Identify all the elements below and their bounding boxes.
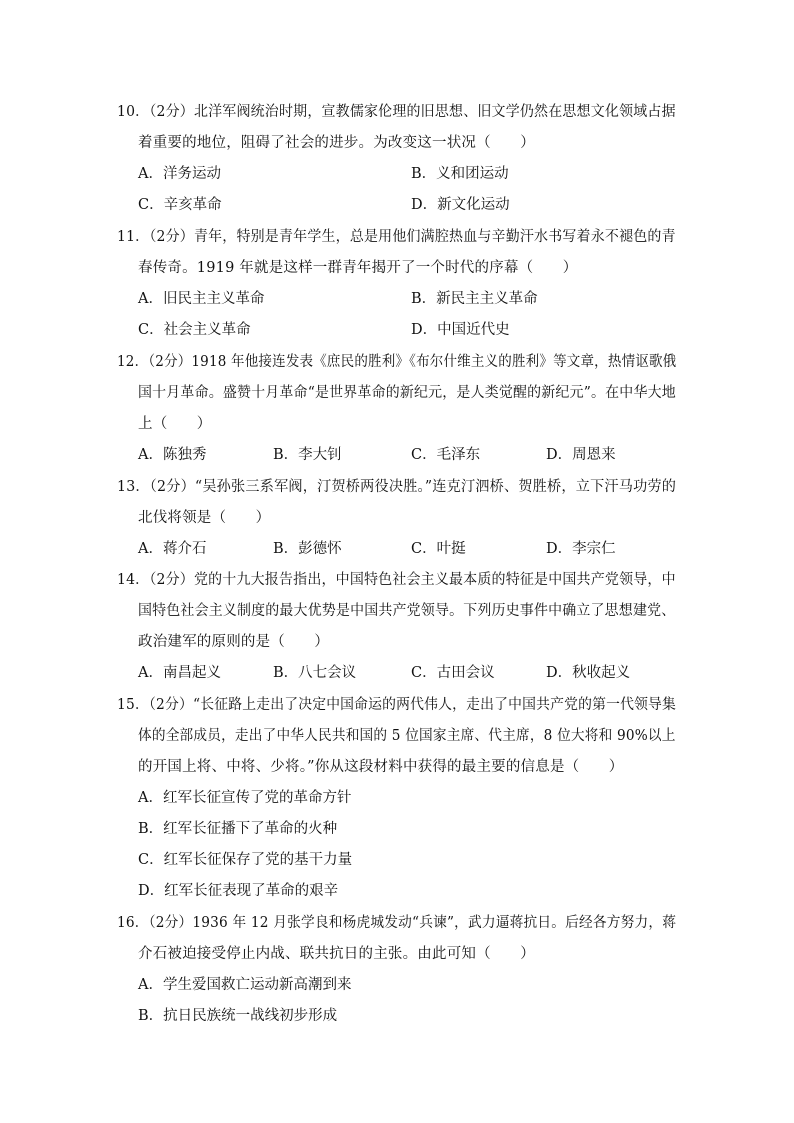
question-11-option-b[interactable]: B．新民主主义革命	[411, 291, 538, 307]
question-15-line-2: 体的全部成员，走出了中华人民共和国的 5 位国家主席、代主席，8 位大将和 90%以上	[138, 728, 676, 744]
question-13-line-1: 13．（2分）“吴孙张三系军阀，汀贺桥两役决胜。”连克汀泗桥、贺胜桥，立下汗马功劳的	[117, 479, 677, 495]
question-13-line-2: 北伐将领是（ ）	[138, 510, 271, 526]
question-11-option-d[interactable]: D．中国近代史	[411, 322, 510, 338]
question-12-option-a[interactable]: A．陈独秀	[138, 447, 207, 463]
question-15-line-3: 的开国上将、中将、少将。”你从这段材料中获得的最主要的信息是（ ）	[138, 759, 624, 775]
question-12-option-c[interactable]: C．毛泽东	[411, 447, 481, 463]
question-15-option-d[interactable]: D．红军长征表现了革命的艰辛	[138, 883, 339, 899]
question-14-option-a[interactable]: A．南昌起义	[138, 665, 221, 681]
question-13-option-b[interactable]: B．彭德怀	[273, 541, 342, 557]
question-14-line-3: 政治建军的原则的是（ ）	[138, 634, 330, 650]
question-11-line-1: 11．（2分）青年，特别是青年学生，总是用他们满腔热血与辛勤汗水书写着永不褪色的青	[117, 229, 676, 245]
question-15-line-1: 15．（2分）“长征路上走出了决定中国命运的两代伟人，走出了中国共产党的第一代领导集	[117, 697, 677, 713]
question-11-option-c[interactable]: C．社会主义革命	[138, 322, 251, 338]
question-10-line-1: 10．（2分）北洋军阀统治时期，宣教儒家伦理的旧思想、旧文学仍然在思想文化领域占据	[117, 104, 676, 120]
question-14-option-c[interactable]: C．古田会议	[411, 665, 495, 681]
question-15-option-c[interactable]: C．红军长征保存了党的基干力量	[138, 852, 353, 868]
question-14-line-2: 国特色社会主义制度的最大优势是中国共产党领导。下列历史事件中确立了思想建党、	[138, 603, 676, 619]
question-13-option-c[interactable]: C．叶挺	[411, 541, 466, 557]
question-10-option-a[interactable]: A．洋务运动	[138, 166, 221, 182]
question-11-line-2: 春传奇。1919 年就是这样一群青年揭开了一个时代的序幕（ ）	[138, 260, 578, 276]
question-10-option-c[interactable]: C．辛亥革命	[138, 197, 222, 213]
question-14-line-1: 14．（2分）党的十九大报告指出，中国特色社会主义最本质的特征是中国共产党领导，中	[117, 572, 676, 588]
question-12-line-1: 12．（2分）1918 年他接连发表《庶民的胜利》《布尔什维主义的胜利》等文章，热情讴歌俄	[117, 354, 677, 370]
question-15-option-a[interactable]: A．红军长征宣传了党的革命方针	[138, 790, 352, 806]
question-13-option-d[interactable]: D．李宗仁	[546, 541, 616, 557]
question-16-line-2: 介石被迫接受停止内战、联共抗日的主张。由此可知（ ）	[138, 946, 535, 962]
question-10-option-d[interactable]: D．新文化运动	[411, 197, 510, 213]
question-12-line-3: 上（ ）	[138, 416, 212, 432]
question-11-option-a[interactable]: A．旧民主主义革命	[138, 291, 265, 307]
question-12-option-b[interactable]: B．李大钊	[273, 447, 342, 463]
question-14-option-b[interactable]: B．八七会议	[273, 665, 357, 681]
question-15-option-b[interactable]: B．红军长征播下了革命的火种	[138, 821, 338, 837]
question-10-option-b[interactable]: B．义和团运动	[411, 166, 509, 182]
question-14-option-d[interactable]: D．秋收起义	[546, 665, 631, 681]
question-16-option-b[interactable]: B．抗日民族统一战线初步形成	[138, 1008, 338, 1024]
question-12-line-2: 国十月革命。盛赞十月革命“是世界革命的新纪元，是人类觉醒的新纪元”。在中华大地	[138, 385, 676, 401]
question-13-option-a[interactable]: A．蒋介石	[138, 541, 207, 557]
question-16-option-a[interactable]: A．学生爱国救亡运动新高潮到来	[138, 977, 352, 993]
question-16-line-1: 16．（2分）1936 年 12 月张学良和杨虎城发动“兵谏”，武力逼蒋抗日。后经各方努力，蒋	[117, 915, 677, 931]
question-12-option-d[interactable]: D．周恩来	[546, 447, 616, 463]
question-10-line-2: 着重要的地位，阻碍了社会的进步。为改变这一状况（ ）	[138, 135, 535, 151]
